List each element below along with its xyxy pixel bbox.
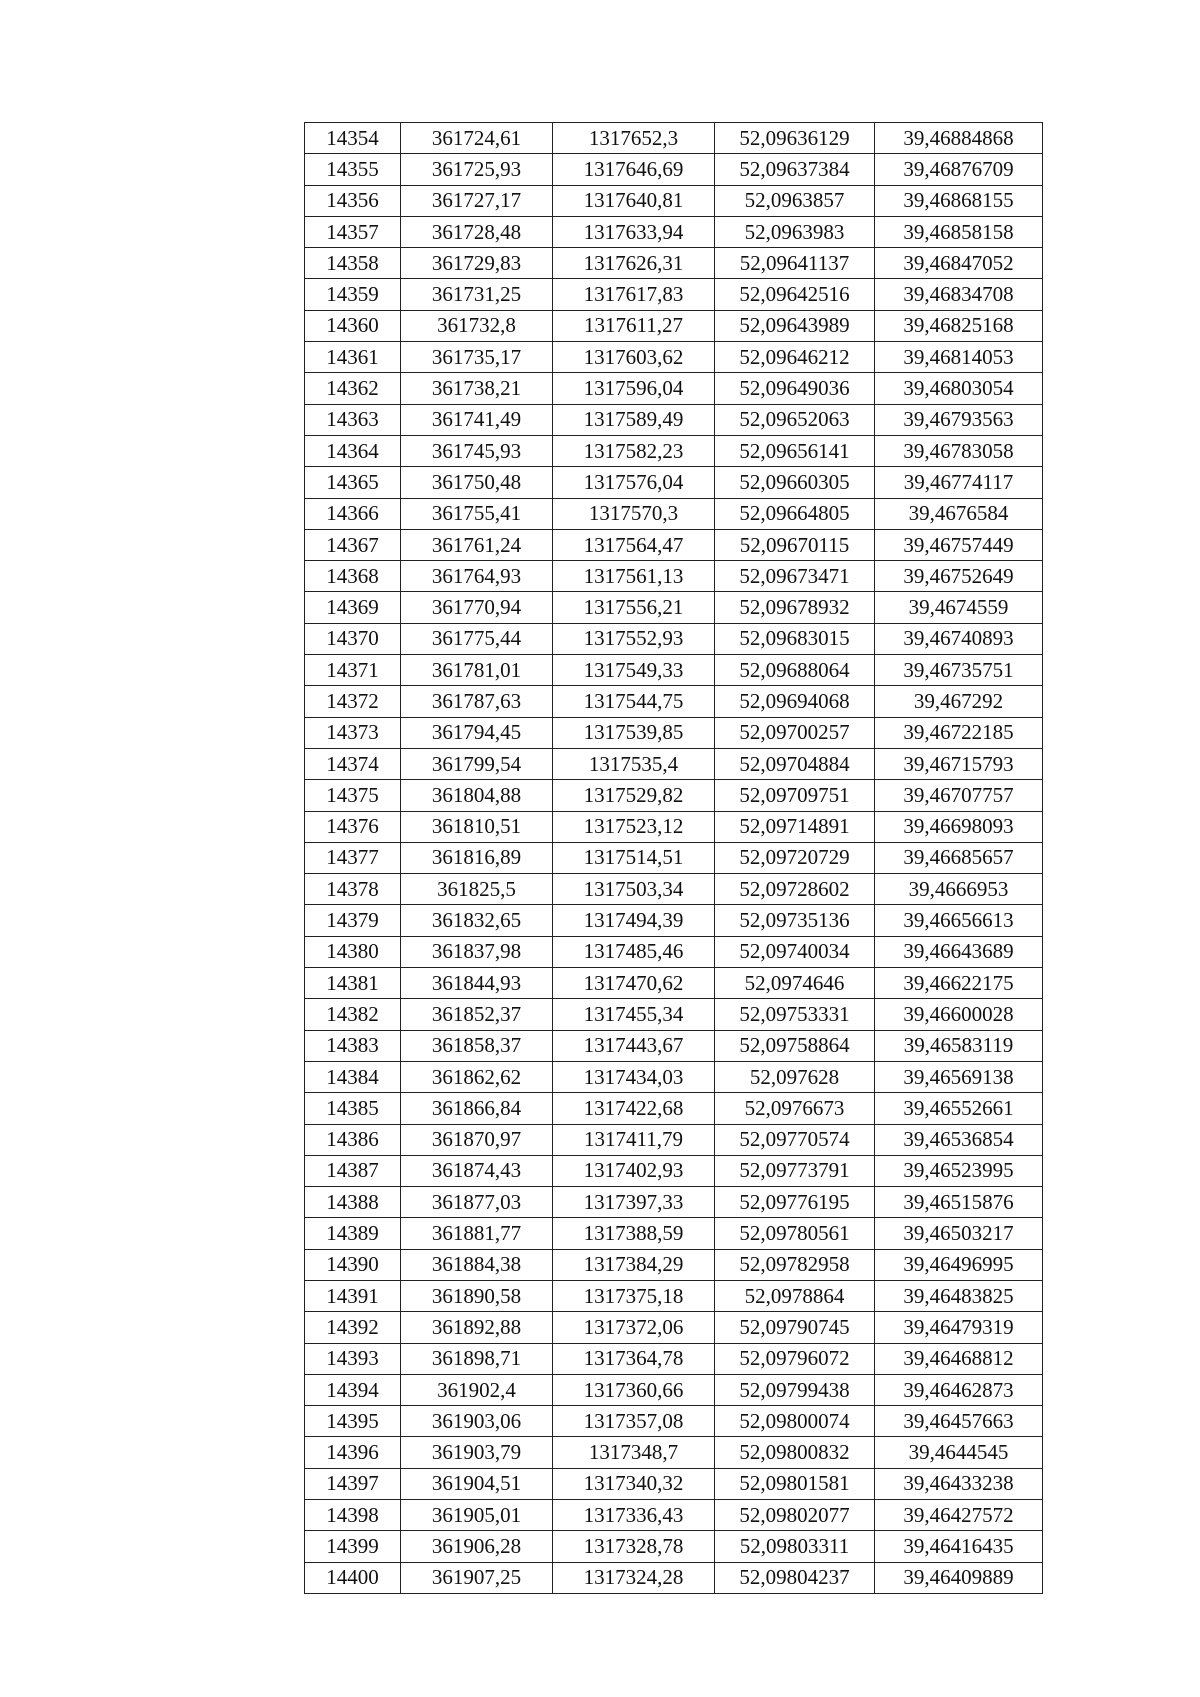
longitude-cell: 39,46884868 [875,123,1043,154]
longitude-cell: 39,46783058 [875,435,1043,466]
longitude-cell: 39,46569138 [875,1061,1043,1092]
x-coordinate-cell: 361903,06 [401,1406,553,1437]
latitude-cell: 52,09802077 [715,1500,875,1531]
point-number-cell: 14363 [305,404,401,435]
x-coordinate-cell: 361832,65 [401,905,553,936]
longitude-cell: 39,4676584 [875,498,1043,529]
x-coordinate-cell: 361825,5 [401,874,553,905]
x-coordinate-cell: 361866,84 [401,1093,553,1124]
longitude-cell: 39,46656613 [875,905,1043,936]
latitude-cell: 52,09801581 [715,1468,875,1499]
table-row [305,1374,1043,1405]
x-coordinate-cell: 361755,41 [401,498,553,529]
x-coordinate-cell: 361725,93 [401,154,553,185]
y-coordinate-cell: 1317397,33 [553,1187,715,1218]
x-coordinate-cell: 361890,58 [401,1280,553,1311]
y-coordinate-cell: 1317411,79 [553,1124,715,1155]
latitude-cell: 52,09656141 [715,435,875,466]
longitude-cell: 39,46433238 [875,1468,1043,1499]
table-row [305,1280,1043,1311]
y-coordinate-cell: 1317388,59 [553,1218,715,1249]
point-number-cell: 14394 [305,1374,401,1405]
point-number-cell: 14383 [305,1030,401,1061]
x-coordinate-cell: 361794,45 [401,717,553,748]
table-row [305,248,1043,279]
x-coordinate-cell: 361787,63 [401,686,553,717]
latitude-cell: 52,09720729 [715,842,875,873]
y-coordinate-cell: 1317402,93 [553,1155,715,1186]
table-row [305,1061,1043,1092]
latitude-cell: 52,09804237 [715,1562,875,1593]
latitude-cell: 52,09678932 [715,592,875,623]
y-coordinate-cell: 1317535,4 [553,748,715,779]
table-row [305,561,1043,592]
longitude-cell: 39,46825168 [875,310,1043,341]
longitude-cell: 39,46483825 [875,1280,1043,1311]
latitude-cell: 52,09714891 [715,811,875,842]
longitude-cell: 39,46868155 [875,185,1043,216]
table-row [305,1093,1043,1124]
longitude-cell: 39,46622175 [875,968,1043,999]
point-number-cell: 14358 [305,248,401,279]
x-coordinate-cell: 361837,98 [401,936,553,967]
longitude-cell: 39,46496995 [875,1249,1043,1280]
longitude-cell: 39,46523995 [875,1155,1043,1186]
point-number-cell: 14360 [305,310,401,341]
y-coordinate-cell: 1317640,81 [553,185,715,216]
x-coordinate-cell: 361727,17 [401,185,553,216]
x-coordinate-cell: 361862,62 [401,1061,553,1092]
y-coordinate-cell: 1317582,23 [553,435,715,466]
y-coordinate-cell: 1317360,66 [553,1374,715,1405]
y-coordinate-cell: 1317364,78 [553,1343,715,1374]
y-coordinate-cell: 1317617,83 [553,279,715,310]
point-number-cell: 14355 [305,154,401,185]
x-coordinate-cell: 361745,93 [401,435,553,466]
latitude-cell: 52,09643989 [715,310,875,341]
table-row [305,780,1043,811]
x-coordinate-cell: 361761,24 [401,529,553,560]
longitude-cell: 39,46740893 [875,623,1043,654]
y-coordinate-cell: 1317434,03 [553,1061,715,1092]
point-number-cell: 14361 [305,342,401,373]
point-number-cell: 14389 [305,1218,401,1249]
y-coordinate-cell: 1317576,04 [553,467,715,498]
point-number-cell: 14367 [305,529,401,560]
y-coordinate-cell: 1317564,47 [553,529,715,560]
table-row [305,1187,1043,1218]
point-number-cell: 14369 [305,592,401,623]
table-row [305,1437,1043,1468]
table-row [305,1531,1043,1562]
longitude-cell: 39,46427572 [875,1500,1043,1531]
x-coordinate-cell: 361858,37 [401,1030,553,1061]
x-coordinate-cell: 361728,48 [401,216,553,247]
longitude-cell: 39,46643689 [875,936,1043,967]
x-coordinate-cell: 361904,51 [401,1468,553,1499]
longitude-cell: 39,46416435 [875,1531,1043,1562]
point-number-cell: 14393 [305,1343,401,1374]
point-number-cell: 14382 [305,999,401,1030]
point-number-cell: 14371 [305,655,401,686]
x-coordinate-cell: 361906,28 [401,1531,553,1562]
point-number-cell: 14359 [305,279,401,310]
coordinates-table-body [305,123,1043,1594]
point-number-cell: 14368 [305,561,401,592]
longitude-cell: 39,46503217 [875,1218,1043,1249]
table-row [305,811,1043,842]
longitude-cell: 39,4666953 [875,874,1043,905]
latitude-cell: 52,09660305 [715,467,875,498]
table-row [305,655,1043,686]
table-row [305,435,1043,466]
latitude-cell: 52,09704884 [715,748,875,779]
latitude-cell: 52,09641137 [715,248,875,279]
y-coordinate-cell: 1317556,21 [553,592,715,623]
table-row [305,748,1043,779]
x-coordinate-cell: 361799,54 [401,748,553,779]
x-coordinate-cell: 361898,71 [401,1343,553,1374]
x-coordinate-cell: 361902,4 [401,1374,553,1405]
point-number-cell: 14362 [305,373,401,404]
y-coordinate-cell: 1317539,85 [553,717,715,748]
latitude-cell: 52,09652063 [715,404,875,435]
longitude-cell: 39,46457663 [875,1406,1043,1437]
longitude-cell: 39,46752649 [875,561,1043,592]
point-number-cell: 14391 [305,1280,401,1311]
x-coordinate-cell: 361732,8 [401,310,553,341]
latitude-cell: 52,0963857 [715,185,875,216]
point-number-cell: 14395 [305,1406,401,1437]
latitude-cell: 52,09796072 [715,1343,875,1374]
latitude-cell: 52,09800074 [715,1406,875,1437]
table-row [305,154,1043,185]
table-row [305,874,1043,905]
x-coordinate-cell: 361729,83 [401,248,553,279]
table-row [305,467,1043,498]
y-coordinate-cell: 1317324,28 [553,1562,715,1593]
y-coordinate-cell: 1317494,39 [553,905,715,936]
latitude-cell: 52,09688064 [715,655,875,686]
point-number-cell: 14384 [305,1061,401,1092]
point-number-cell: 14365 [305,467,401,498]
y-coordinate-cell: 1317485,46 [553,936,715,967]
point-number-cell: 14388 [305,1187,401,1218]
longitude-cell: 39,46847052 [875,248,1043,279]
x-coordinate-cell: 361750,48 [401,467,553,498]
table-row [305,968,1043,999]
x-coordinate-cell: 361852,37 [401,999,553,1030]
table-row [305,1030,1043,1061]
y-coordinate-cell: 1317336,43 [553,1500,715,1531]
longitude-cell: 39,46409889 [875,1562,1043,1593]
latitude-cell: 52,09803311 [715,1531,875,1562]
table-row [305,1500,1043,1531]
latitude-cell: 52,09642516 [715,279,875,310]
table-row [305,529,1043,560]
latitude-cell: 52,09782958 [715,1249,875,1280]
table-row [305,1124,1043,1155]
table-row [305,686,1043,717]
x-coordinate-cell: 361775,44 [401,623,553,654]
longitude-cell: 39,46757449 [875,529,1043,560]
point-number-cell: 14397 [305,1468,401,1499]
y-coordinate-cell: 1317348,7 [553,1437,715,1468]
x-coordinate-cell: 361724,61 [401,123,553,154]
latitude-cell: 52,0963983 [715,216,875,247]
table-row [305,279,1043,310]
x-coordinate-cell: 361905,01 [401,1500,553,1531]
point-number-cell: 14381 [305,968,401,999]
latitude-cell: 52,09776195 [715,1187,875,1218]
table-row [305,1155,1043,1186]
y-coordinate-cell: 1317544,75 [553,686,715,717]
longitude-cell: 39,46600028 [875,999,1043,1030]
latitude-cell: 52,09637384 [715,154,875,185]
longitude-cell: 39,46698093 [875,811,1043,842]
table-row [305,1218,1043,1249]
table-row [305,592,1043,623]
latitude-cell: 52,09800832 [715,1437,875,1468]
y-coordinate-cell: 1317561,13 [553,561,715,592]
y-coordinate-cell: 1317422,68 [553,1093,715,1124]
point-number-cell: 14376 [305,811,401,842]
table-row [305,1406,1043,1437]
latitude-cell: 52,09664805 [715,498,875,529]
table-row [305,404,1043,435]
latitude-cell: 52,09646212 [715,342,875,373]
latitude-cell: 52,09649036 [715,373,875,404]
point-number-cell: 14374 [305,748,401,779]
latitude-cell: 52,097628 [715,1061,875,1092]
latitude-cell: 52,0978864 [715,1280,875,1311]
table-row [305,1312,1043,1343]
point-number-cell: 14378 [305,874,401,905]
latitude-cell: 52,09799438 [715,1374,875,1405]
point-number-cell: 14380 [305,936,401,967]
y-coordinate-cell: 1317375,18 [553,1280,715,1311]
point-number-cell: 14372 [305,686,401,717]
y-coordinate-cell: 1317603,62 [553,342,715,373]
latitude-cell: 52,09694068 [715,686,875,717]
y-coordinate-cell: 1317470,62 [553,968,715,999]
longitude-cell: 39,46479319 [875,1312,1043,1343]
x-coordinate-cell: 361844,93 [401,968,553,999]
longitude-cell: 39,46583119 [875,1030,1043,1061]
point-number-cell: 14370 [305,623,401,654]
x-coordinate-cell: 361881,77 [401,1218,553,1249]
latitude-cell: 52,09770574 [715,1124,875,1155]
y-coordinate-cell: 1317357,08 [553,1406,715,1437]
x-coordinate-cell: 361781,01 [401,655,553,686]
longitude-cell: 39,46858158 [875,216,1043,247]
y-coordinate-cell: 1317523,12 [553,811,715,842]
x-coordinate-cell: 361870,97 [401,1124,553,1155]
x-coordinate-cell: 361884,38 [401,1249,553,1280]
latitude-cell: 52,09728602 [715,874,875,905]
latitude-cell: 52,0974646 [715,968,875,999]
table-row [305,123,1043,154]
longitude-cell: 39,46793563 [875,404,1043,435]
point-number-cell: 14357 [305,216,401,247]
y-coordinate-cell: 1317596,04 [553,373,715,404]
latitude-cell: 52,09773791 [715,1155,875,1186]
y-coordinate-cell: 1317384,29 [553,1249,715,1280]
table-row [305,999,1043,1030]
longitude-cell: 39,46774117 [875,467,1043,498]
table-row [305,310,1043,341]
longitude-cell: 39,4644545 [875,1437,1043,1468]
table-row [305,1343,1043,1374]
y-coordinate-cell: 1317340,32 [553,1468,715,1499]
latitude-cell: 52,0976673 [715,1093,875,1124]
y-coordinate-cell: 1317552,93 [553,623,715,654]
x-coordinate-cell: 361770,94 [401,592,553,623]
table-row [305,1468,1043,1499]
table-row [305,216,1043,247]
latitude-cell: 52,09753331 [715,999,875,1030]
y-coordinate-cell: 1317589,49 [553,404,715,435]
point-number-cell: 14364 [305,435,401,466]
latitude-cell: 52,09735136 [715,905,875,936]
point-number-cell: 14399 [305,1531,401,1562]
y-coordinate-cell: 1317570,3 [553,498,715,529]
point-number-cell: 14390 [305,1249,401,1280]
y-coordinate-cell: 1317514,51 [553,842,715,873]
x-coordinate-cell: 361907,25 [401,1562,553,1593]
x-coordinate-cell: 361816,89 [401,842,553,873]
y-coordinate-cell: 1317328,78 [553,1531,715,1562]
point-number-cell: 14373 [305,717,401,748]
longitude-cell: 39,46803054 [875,373,1043,404]
x-coordinate-cell: 361731,25 [401,279,553,310]
table-row [305,717,1043,748]
point-number-cell: 14400 [305,1562,401,1593]
table-row [305,905,1043,936]
point-number-cell: 14354 [305,123,401,154]
point-number-cell: 14396 [305,1437,401,1468]
table-row [305,1562,1043,1593]
x-coordinate-cell: 361764,93 [401,561,553,592]
longitude-cell: 39,46468812 [875,1343,1043,1374]
table-row [305,936,1043,967]
latitude-cell: 52,09758864 [715,1030,875,1061]
y-coordinate-cell: 1317372,06 [553,1312,715,1343]
table-row [305,623,1043,654]
point-number-cell: 14398 [305,1500,401,1531]
point-number-cell: 14379 [305,905,401,936]
longitude-cell: 39,46462873 [875,1374,1043,1405]
longitude-cell: 39,46552661 [875,1093,1043,1124]
longitude-cell: 39,4674559 [875,592,1043,623]
longitude-cell: 39,46536854 [875,1124,1043,1155]
y-coordinate-cell: 1317611,27 [553,310,715,341]
y-coordinate-cell: 1317646,69 [553,154,715,185]
longitude-cell: 39,46685657 [875,842,1043,873]
y-coordinate-cell: 1317626,31 [553,248,715,279]
x-coordinate-cell: 361810,51 [401,811,553,842]
longitude-cell: 39,46722185 [875,717,1043,748]
latitude-cell: 52,09670115 [715,529,875,560]
y-coordinate-cell: 1317529,82 [553,780,715,811]
table-row [305,498,1043,529]
latitude-cell: 52,09790745 [715,1312,875,1343]
point-number-cell: 14356 [305,185,401,216]
table-row [305,373,1043,404]
y-coordinate-cell: 1317652,3 [553,123,715,154]
table-row [305,842,1043,873]
y-coordinate-cell: 1317633,94 [553,216,715,247]
y-coordinate-cell: 1317549,33 [553,655,715,686]
x-coordinate-cell: 361735,17 [401,342,553,373]
x-coordinate-cell: 361738,21 [401,373,553,404]
y-coordinate-cell: 1317455,34 [553,999,715,1030]
latitude-cell: 52,09740034 [715,936,875,967]
y-coordinate-cell: 1317503,34 [553,874,715,905]
longitude-cell: 39,467292 [875,686,1043,717]
table-row [305,185,1043,216]
longitude-cell: 39,46814053 [875,342,1043,373]
longitude-cell: 39,46707757 [875,780,1043,811]
point-number-cell: 14392 [305,1312,401,1343]
latitude-cell: 52,09636129 [715,123,875,154]
latitude-cell: 52,09683015 [715,623,875,654]
point-number-cell: 14377 [305,842,401,873]
x-coordinate-cell: 361892,88 [401,1312,553,1343]
x-coordinate-cell: 361804,88 [401,780,553,811]
latitude-cell: 52,09673471 [715,561,875,592]
point-number-cell: 14375 [305,780,401,811]
table-row [305,1249,1043,1280]
table-row [305,342,1043,373]
x-coordinate-cell: 361877,03 [401,1187,553,1218]
latitude-cell: 52,09780561 [715,1218,875,1249]
longitude-cell: 39,46876709 [875,154,1043,185]
latitude-cell: 52,09709751 [715,780,875,811]
x-coordinate-cell: 361741,49 [401,404,553,435]
latitude-cell: 52,09700257 [715,717,875,748]
longitude-cell: 39,46515876 [875,1187,1043,1218]
coordinates-table [304,122,1043,1594]
point-number-cell: 14385 [305,1093,401,1124]
longitude-cell: 39,46715793 [875,748,1043,779]
longitude-cell: 39,46834708 [875,279,1043,310]
x-coordinate-cell: 361903,79 [401,1437,553,1468]
y-coordinate-cell: 1317443,67 [553,1030,715,1061]
point-number-cell: 14386 [305,1124,401,1155]
point-number-cell: 14366 [305,498,401,529]
point-number-cell: 14387 [305,1155,401,1186]
longitude-cell: 39,46735751 [875,655,1043,686]
x-coordinate-cell: 361874,43 [401,1155,553,1186]
